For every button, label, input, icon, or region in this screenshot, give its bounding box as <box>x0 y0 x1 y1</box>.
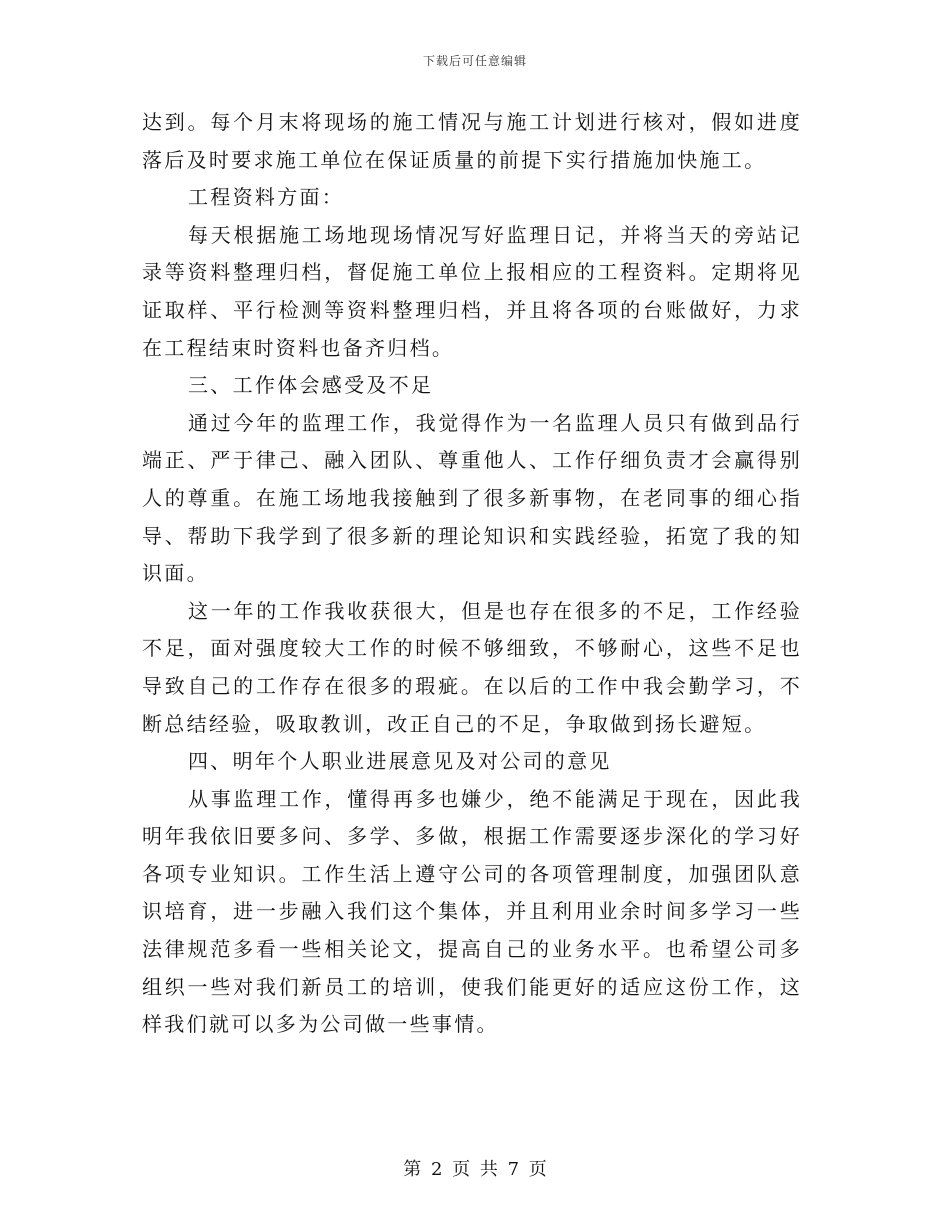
document-body <box>142 104 802 1044</box>
section-heading-4: 四、明年个人职业进展意见及对公司的意见 <box>188 749 612 774</box>
paragraph-5: 从事监理工作，懂得再多也嫌少，绝不能满足于现在，因此我明年我依旧要多问、多学、多做，根据工作需要逐步深化的学习好各项专业知识。工作生活上遵守公司的各项管理制度，加强团队意识培育，进一步融入我们这个集体，并且利用业余时间多学习一些法律规范多看一些相关论文，提高自己的业务水平。也希望公司多组织一些对我们新员工的培训，使我们能更好的适应这份工作，这样我们就可以多为公司做一些事情。 <box>142 786 802 1037</box>
section-heading-engineering-docs: 工程资料方面： <box>188 185 345 210</box>
paragraph-2: 每天根据施工场地现场情况写好监理日记，并将当天的旁站记录等资料整理归档，督促施工单位上报相应的工程资料。定期将见证取样、平行检测等资料整理归档，并且将各项的台账做好，力求在工程结束时资料也备齐归档。 <box>142 222 802 360</box>
paragraph-1: 达到。每个月末将现场的施工情况与施工计划进行核对，假如进度落后及时要求施工单位在保证质量的前提下实行措施加快施工。 <box>142 110 802 172</box>
page-header: 下载后可任意编辑 <box>422 54 527 68</box>
section-heading-3: 三、工作体会感受及不足 <box>188 373 434 398</box>
page-number: 第 2 页 共 7 页 <box>403 1159 547 1180</box>
paragraph-3: 通过今年的监理工作，我觉得作为一名监理人员只有做到品行端正、严于律己、融入团队、尊重他人、工作仔细负责才会赢得别人的尊重。在施工场地我接触到了很多新事物，在老同事的细心指导、帮助下我学到了很多新的理论知识和实践经验，拓宽了我的知识面。 <box>142 410 802 586</box>
paragraph-4: 这一年的工作我收获很大，但是也存在很多的不足，工作经验不足，面对强度较大工作的时候不够细致，不够耐心，这些不足也导致自己的工作存在很多的瑕疵。在以后的工作中我会勤学习，不断总结经验，吸取教训，改正自己的不足，争取做到扬长避短。 <box>142 598 802 736</box>
